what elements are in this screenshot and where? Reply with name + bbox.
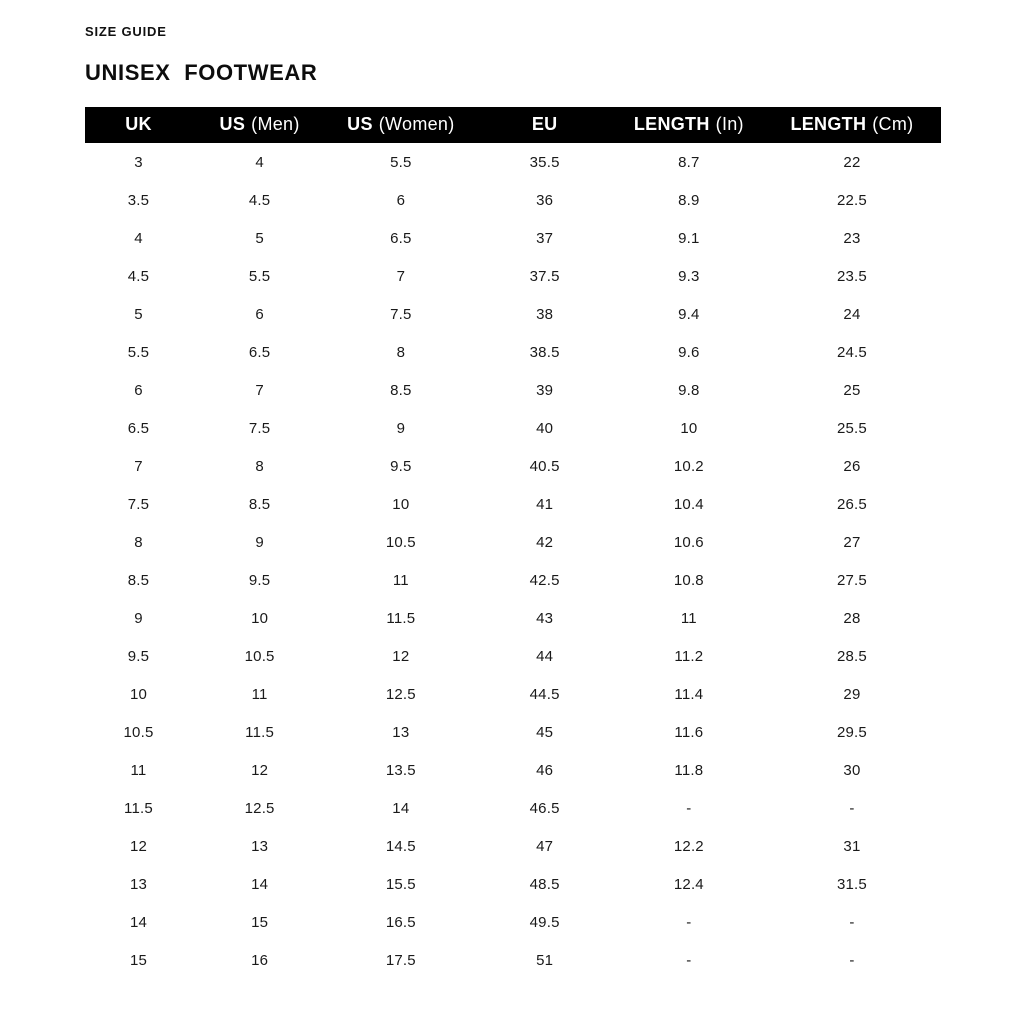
table-cell: 7.5	[390, 306, 412, 323]
table-cell: 11.5	[245, 724, 275, 741]
table-cell: 16	[251, 952, 269, 969]
table-cell: 22	[843, 154, 861, 171]
column-header-qualifier: (Cm)	[872, 114, 914, 134]
table-cell: 43	[536, 610, 554, 627]
column-header-qualifier: (In)	[715, 114, 744, 134]
table-cell: 44.5	[529, 686, 560, 703]
table-cell: 8.5	[127, 572, 150, 589]
table-cell: 42	[536, 534, 554, 551]
table-cell: 13.5	[385, 762, 416, 779]
table-row	[85, 257, 941, 295]
table-cell: 30	[843, 762, 861, 779]
table-cell: 9.6	[678, 344, 700, 361]
table-cell: 11.6	[674, 724, 704, 741]
table-cell: 25.5	[836, 420, 867, 437]
table-row	[85, 827, 941, 865]
table-row	[85, 599, 941, 637]
column-header-length-in	[615, 107, 763, 143]
table-cell: 27	[843, 534, 861, 551]
table-row	[85, 637, 941, 675]
table-row	[85, 675, 941, 713]
table-cell: -	[686, 800, 692, 817]
table-cell: 9.1	[678, 230, 700, 247]
table-cell: 8	[396, 344, 406, 361]
table-cell: 12.5	[244, 800, 275, 817]
table-cell: 37	[536, 230, 554, 247]
table-cell: 10.4	[673, 496, 704, 513]
table-row	[85, 751, 941, 789]
table-row	[85, 561, 941, 599]
table-cell: 12.4	[673, 876, 704, 893]
table-cell: 5.5	[127, 344, 150, 361]
table-cell: 4.5	[248, 192, 271, 209]
table-cell: 6	[134, 382, 143, 399]
table-cell: 48.5	[529, 876, 560, 893]
table-cell: 36	[536, 192, 554, 209]
table-cell: 6	[396, 192, 406, 209]
table-row	[85, 485, 941, 523]
table-cell: 4.5	[127, 268, 150, 285]
table-cell: 37.5	[529, 268, 560, 285]
table-cell: 6.5	[390, 230, 412, 247]
table-cell: -	[849, 914, 855, 931]
table-cell: 3.5	[127, 192, 150, 209]
table-cell: 7	[134, 458, 143, 475]
table-cell: 11	[392, 572, 409, 589]
table-cell: 5	[134, 306, 143, 323]
table-cell: 9.3	[678, 268, 700, 285]
table-cell: 10.5	[123, 724, 154, 741]
table-cell: 5	[255, 230, 264, 247]
table-cell: 7	[396, 268, 406, 285]
table-cell: 9.5	[248, 572, 271, 589]
table-row	[85, 903, 941, 941]
table-cell: 12	[392, 648, 410, 665]
table-cell: 12.5	[385, 686, 416, 703]
column-header-qualifier: (Men)	[251, 114, 300, 134]
column-header-main: US	[219, 114, 246, 134]
table-cell: 10	[680, 420, 698, 437]
table-cell: 13	[251, 838, 269, 855]
table-cell: 11	[251, 686, 268, 703]
table-cell: 10.5	[244, 648, 275, 665]
table-row	[85, 219, 941, 257]
table-cell: -	[686, 914, 692, 931]
table-cell: 10	[251, 610, 269, 627]
table-cell: 29.5	[836, 724, 867, 741]
table-cell: 9.5	[127, 648, 150, 665]
table-cell: 23.5	[836, 268, 867, 285]
table-cell: 10.2	[673, 458, 704, 475]
table-cell: -	[849, 800, 855, 817]
table-cell: 14	[129, 914, 148, 931]
table-cell: 38	[536, 306, 554, 323]
column-header-main: US	[347, 114, 373, 134]
column-header-uk	[85, 107, 192, 143]
table-row	[85, 941, 941, 979]
table-cell: 14	[251, 876, 269, 893]
table-cell: 15	[129, 952, 148, 969]
table-cell: 51	[536, 952, 554, 969]
table-cell: 23	[843, 230, 861, 247]
table-cell: 8	[255, 458, 264, 475]
size-table	[85, 107, 941, 979]
table-cell: 25	[843, 382, 861, 399]
table-cell: 31.5	[836, 876, 867, 893]
column-header-main: EU	[531, 114, 558, 134]
table-cell: 6.5	[248, 344, 271, 361]
header-row	[85, 107, 941, 143]
table-cell: 5.5	[248, 268, 271, 285]
column-header-us-women	[327, 107, 474, 143]
table-cell: 9	[255, 534, 264, 551]
table-cell: 38.5	[529, 344, 560, 361]
table-cell: 9.4	[678, 306, 700, 323]
table-cell: 40.5	[529, 458, 560, 475]
table-cell: 9.8	[678, 382, 700, 399]
page-title: UNISEX FOOTWEAR	[85, 60, 318, 85]
table-cell: 28	[843, 610, 861, 627]
table-cell: 35.5	[529, 154, 560, 171]
table-cell: 24.5	[836, 344, 867, 361]
table-row	[85, 295, 941, 333]
table-cell: 11.5	[124, 800, 153, 817]
table-cell: 16.5	[385, 914, 416, 931]
table-cell: 46	[536, 762, 554, 779]
table-cell: 7.5	[248, 420, 271, 437]
table-cell: 28.5	[836, 648, 867, 665]
table-cell: 8	[134, 534, 143, 551]
table-cell: 27.5	[836, 572, 867, 589]
table-row	[85, 371, 941, 409]
table-row	[85, 713, 941, 751]
table-cell: 14.5	[385, 838, 416, 855]
table-cell: 7.5	[127, 496, 150, 513]
table-cell: 6.5	[127, 420, 150, 437]
column-header-main: UK	[125, 114, 152, 134]
table-cell: 49.5	[529, 914, 560, 931]
column-header-main: LENGTH	[790, 114, 867, 134]
table-cell: 15.5	[385, 876, 416, 893]
table-cell: 7	[255, 382, 264, 399]
table-cell: 45	[536, 724, 554, 741]
column-header-us-men	[192, 107, 327, 143]
table-cell: 42.5	[529, 572, 560, 589]
table-cell: 11.2	[674, 648, 704, 665]
table-row	[85, 333, 941, 371]
table-cell: 47	[536, 838, 554, 855]
size-table-body	[85, 143, 941, 979]
table-row	[85, 181, 941, 219]
table-cell: 3	[134, 154, 143, 171]
table-cell: 15	[251, 914, 269, 931]
table-cell: 8.7	[678, 154, 700, 171]
table-cell: 41	[536, 496, 554, 513]
table-cell: 13	[129, 876, 148, 893]
table-cell: 10	[392, 496, 410, 513]
table-cell: 12	[251, 762, 269, 779]
table-cell: 8.9	[678, 192, 700, 209]
table-row	[85, 865, 941, 903]
table-cell: 12	[129, 838, 148, 855]
table-cell: 11	[680, 610, 697, 627]
table-cell: 26	[843, 458, 861, 475]
column-header-length-cm	[763, 107, 941, 143]
table-row	[85, 447, 941, 485]
table-cell: 11.5	[386, 610, 416, 627]
table-cell: 12.2	[673, 838, 704, 855]
table-cell: 40	[536, 420, 554, 437]
table-cell: 8.5	[248, 496, 271, 513]
column-header-main: LENGTH	[633, 114, 710, 134]
table-cell: 14	[392, 800, 410, 817]
table-cell: 13	[392, 724, 410, 741]
table-cell: 4	[134, 230, 143, 247]
table-cell: 26.5	[836, 496, 867, 513]
table-cell: 17.5	[385, 952, 416, 969]
table-cell: -	[686, 952, 692, 969]
table-cell: 5.5	[390, 154, 412, 171]
size-table-head	[85, 107, 941, 143]
table-cell: 9	[134, 610, 143, 627]
table-row	[85, 409, 941, 447]
table-cell: 10.5	[385, 534, 416, 551]
table-cell: 9.5	[390, 458, 412, 475]
table-cell: 22.5	[836, 192, 867, 209]
table-cell: 10.6	[673, 534, 704, 551]
table-cell: 4	[255, 154, 264, 171]
table-cell: 6	[255, 306, 264, 323]
column-header-eu	[474, 107, 614, 143]
table-cell: 31	[843, 838, 861, 855]
table-cell: 29	[843, 686, 861, 703]
size-guide-label: SIZE GUIDE	[85, 24, 167, 39]
table-cell: 39	[536, 382, 554, 399]
table-row	[85, 789, 941, 827]
table-cell: 10	[129, 686, 148, 703]
table-cell: 9	[396, 420, 406, 437]
table-cell: 46.5	[529, 800, 560, 817]
table-cell: 11.8	[674, 762, 704, 779]
column-header-qualifier: (Women)	[378, 114, 455, 134]
table-cell: 24	[843, 306, 861, 323]
table-cell: -	[849, 952, 855, 969]
table-cell: 11.4	[674, 686, 704, 703]
table-row	[85, 523, 941, 561]
table-cell: 11	[130, 762, 147, 779]
table-row	[85, 143, 941, 181]
table-cell: 10.8	[673, 572, 704, 589]
table-cell: 8.5	[390, 382, 412, 399]
table-cell: 44	[536, 648, 554, 665]
